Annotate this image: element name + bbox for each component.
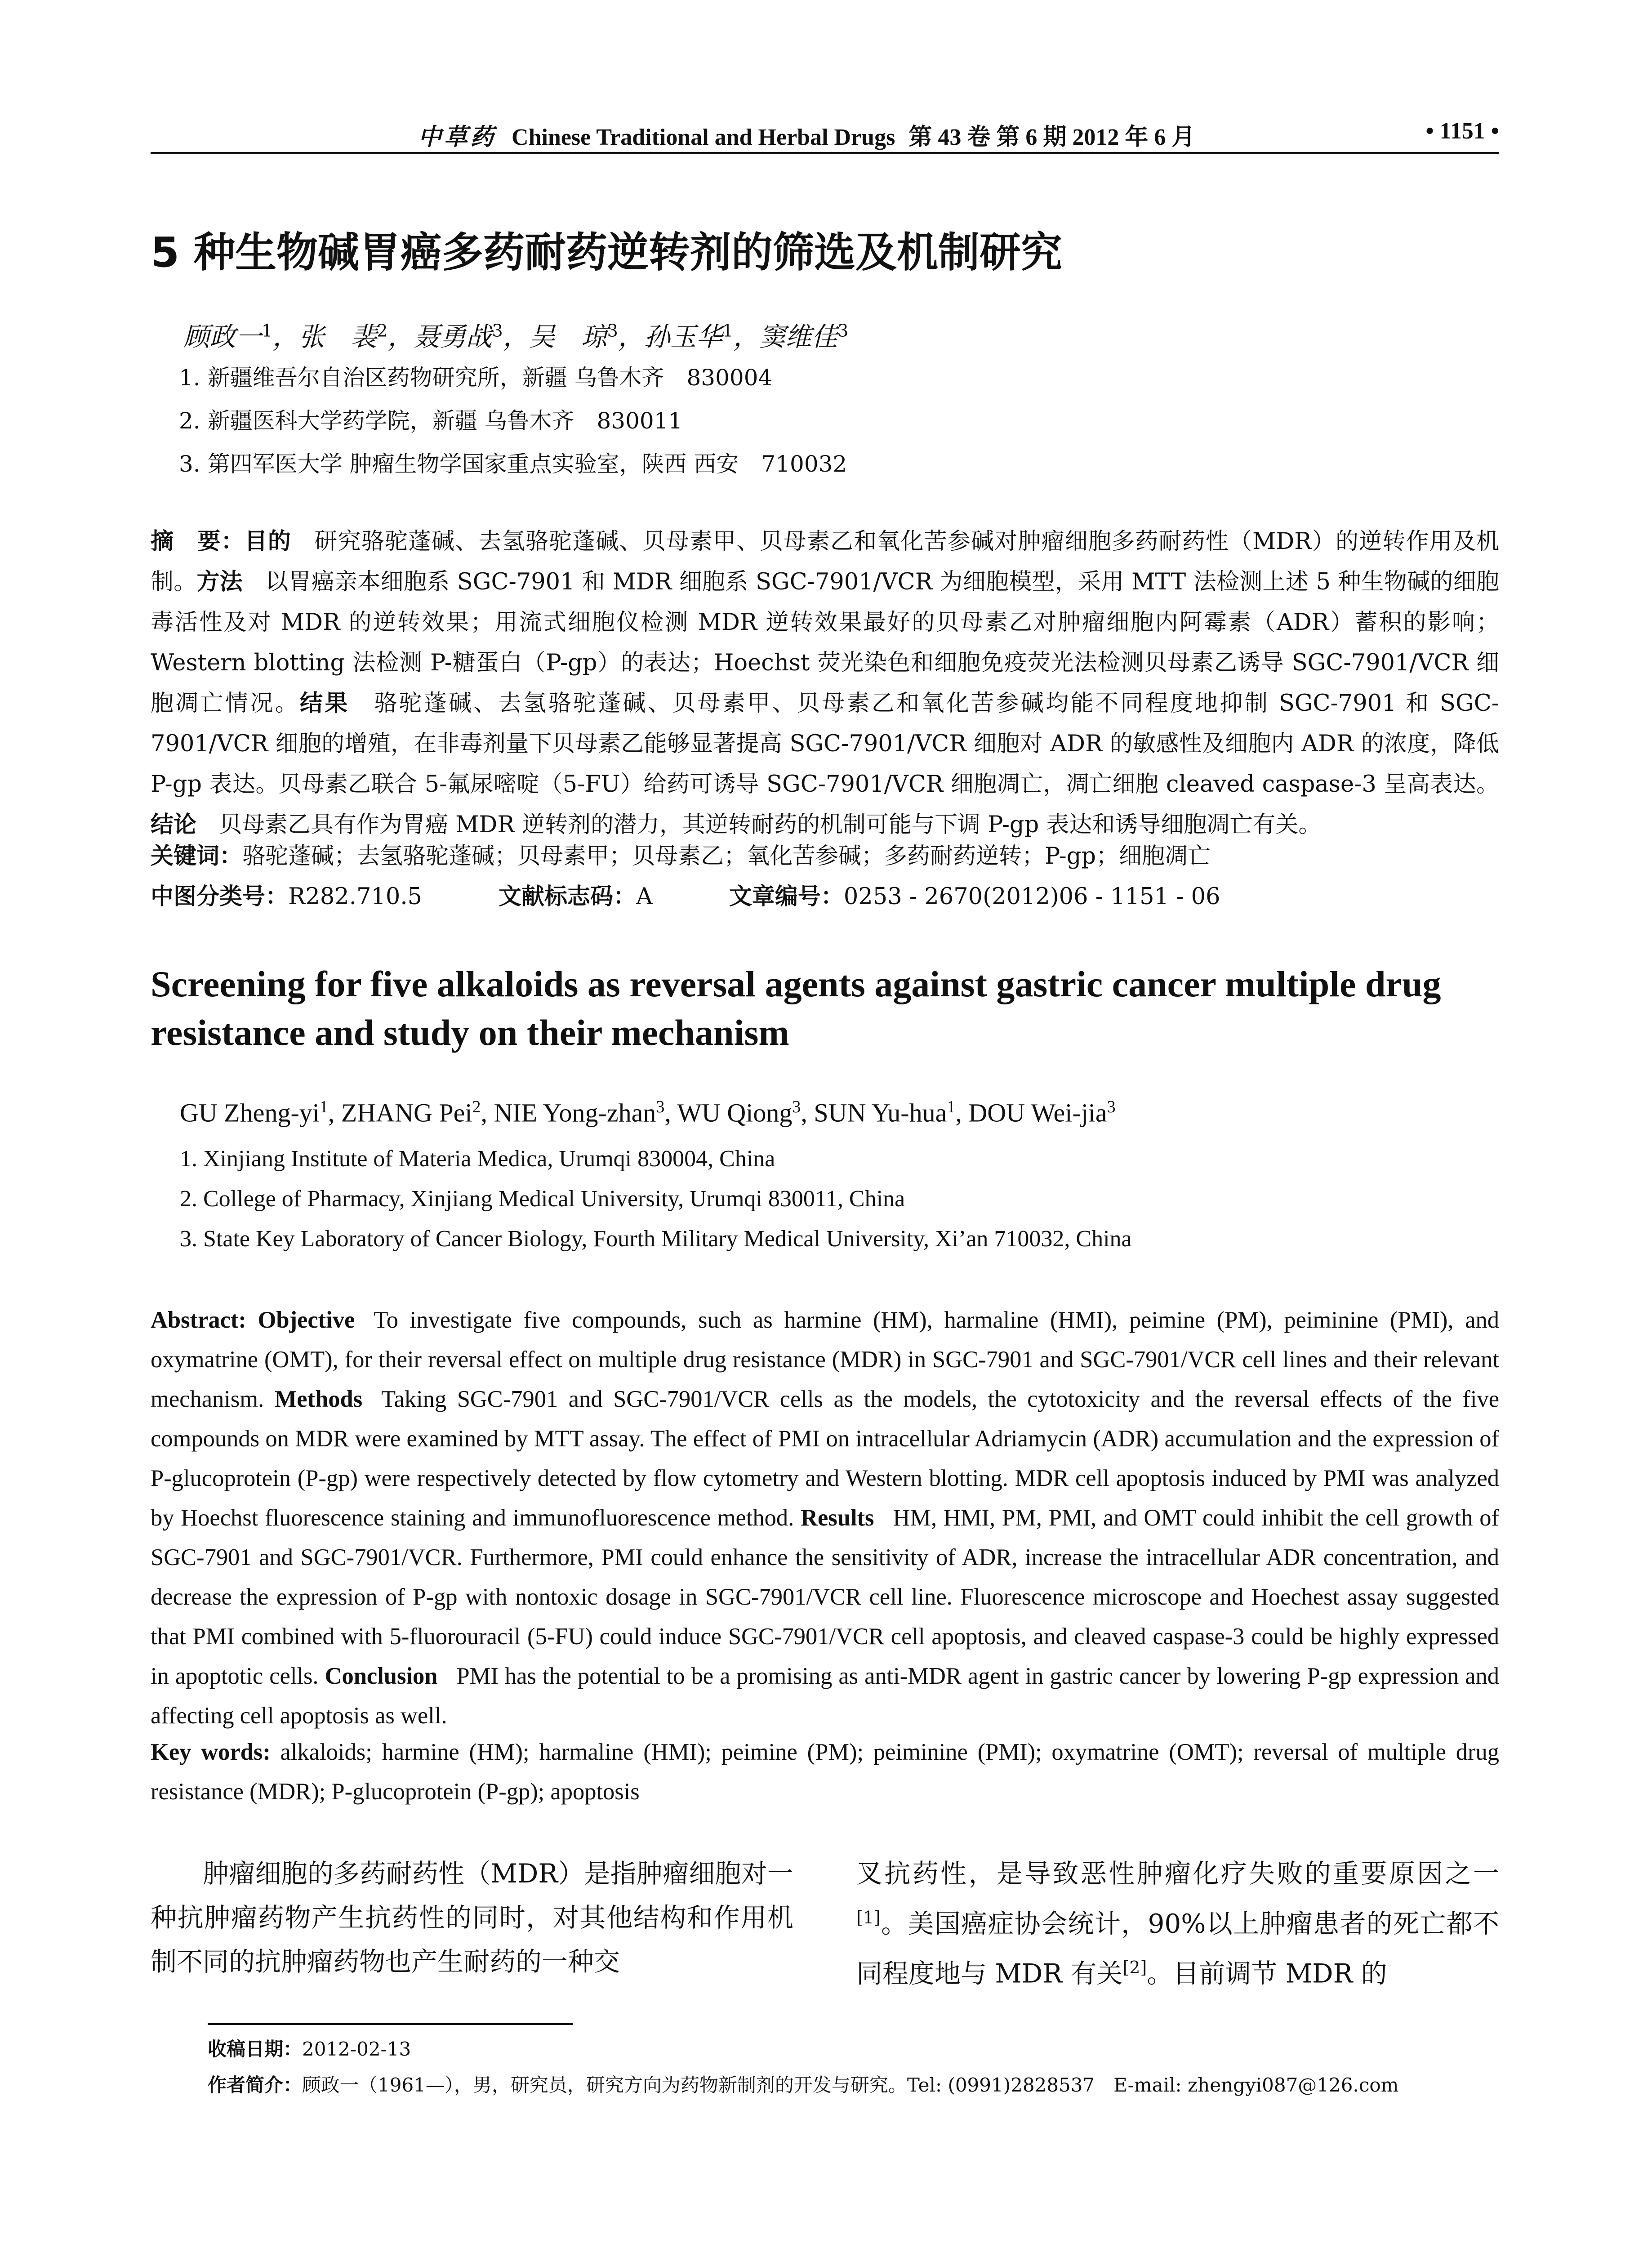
- author-affiliation-mark: 3: [492, 321, 503, 341]
- running-header: [418, 118, 1317, 152]
- abstract-label-en: Abstract:: [151, 1307, 246, 1333]
- objective-label-cn: 目的: [244, 528, 292, 555]
- author-affiliation-mark: 1: [319, 1097, 328, 1116]
- doc-code-value: A: [636, 883, 653, 910]
- received-label: 收稿日期：: [208, 2038, 303, 2060]
- author-list-en: [180, 1097, 1116, 1128]
- author-name: ZHANG Pei: [341, 1098, 472, 1128]
- abstract-label-cn: 摘 要：: [151, 528, 245, 555]
- header-rule: [151, 152, 1499, 154]
- author-separator: ，: [618, 321, 644, 352]
- clc-label: 中图分类号：: [151, 883, 289, 910]
- author-name: WU Qiong: [677, 1098, 793, 1128]
- author-separator: ,: [328, 1098, 341, 1128]
- affiliation-en: 2. College of Pharmacy, Xinjiang Medical University, Urumqi 830011, China: [180, 1186, 905, 1212]
- methods-label-cn: 方法: [196, 569, 243, 595]
- author-affiliation-mark: 3: [607, 321, 618, 341]
- keywords-en: [151, 1732, 1499, 1811]
- affiliation-en: 3. State Key Laboratory of Cancer Biology, Fourth Military Medical University, Xi’an 710032, China: [180, 1226, 1132, 1252]
- journal-issue: 第 43 卷 第 6 期 2012 年 6 月: [908, 125, 1195, 150]
- author-bio-label: 作者简介：: [208, 2074, 303, 2096]
- affiliation-en: 1. Xinjiang Institute of Materia Medica, Urumqi 830004, China: [180, 1146, 775, 1172]
- author-separator: ,: [955, 1098, 969, 1128]
- clc-value: R282.710.5: [288, 883, 422, 910]
- author-name: DOU Wei-jia: [968, 1098, 1107, 1128]
- author-affiliation-mark: 2: [377, 321, 388, 341]
- keywords-text-cn: 骆驼蓬碱；去氢骆驼蓬碱；贝母素甲；贝母素乙；氧化苦参碱；多药耐药逆转；P-gp；细胞凋亡: [242, 843, 1211, 870]
- abstract-cn: [151, 522, 1499, 845]
- affiliation-cn: 3. 第四军医大学 肿瘤生物学国家重点实验室，陕西 西安 710032: [179, 451, 847, 477]
- article-title-en: Screening for five alkaloids as reversal agents against gastric cancer multiple drug resistance and study on their mechanism: [151, 963, 1441, 1053]
- author-affiliation-mark: 3: [1107, 1097, 1116, 1116]
- author-name: SUN Yu-hua: [814, 1098, 947, 1128]
- body-text: 。目前调节 MDR 的: [1147, 1958, 1387, 1989]
- results-text-cn: 骆驼蓬碱、去氢骆驼蓬碱、贝母素甲、贝母素乙和氧化苦参碱均能不同程度地抑制 SGC-7901 和 SGC-7901/VCR 细胞的增殖，在非毒剂量下贝母素乙能够显著提高 SGC-7901/VCR 细胞对 ADR 的敏感性及细胞内 ADR 的浓度，降低 P-gp 表达。贝母素乙联合 5-氟尿嘧啶（5-FU）给药可诱导 SGC-7901/VCR 细胞凋亡，凋亡细胞 cleaved caspase-3 呈高表达。: [151, 690, 1499, 798]
- footnote-rule: [208, 2023, 573, 2025]
- doc-code-label: 文献标志码：: [498, 883, 636, 910]
- author-name: 孙玉华: [644, 321, 722, 352]
- classification-line: [151, 877, 1499, 917]
- citation-ref[interactable]: [1]: [856, 1908, 881, 1927]
- conclusion-text-en: PMI has the potential to be a promising as anti-MDR agent in gastric cancer by lowering P-gp expression and affecting cell apoptosis as well.: [151, 1663, 1499, 1729]
- body-column-right: [856, 1851, 1499, 1996]
- journal-name-en: Chinese Traditional and Herbal Drugs: [512, 125, 895, 150]
- citation-ref[interactable]: [2]: [1122, 1958, 1147, 1978]
- body-column-left: 肿瘤细胞的多药耐药性（MDR）是指肿瘤细胞对一种抗肿瘤药物产生抗药性的同时，对其他结构和作用机制不同的抗肿瘤药物也产生耐药的一种交: [151, 1858, 793, 1977]
- keywords-label-en: Key words:: [151, 1739, 271, 1765]
- author-affiliation-mark: 1: [262, 321, 273, 341]
- author-affiliation-mark: 2: [472, 1097, 481, 1116]
- author-affiliation-mark: 3: [837, 321, 849, 341]
- author-separator: ，: [503, 321, 529, 352]
- conclusion-label-cn: 结论: [151, 812, 197, 838]
- methods-label-en: Methods: [274, 1386, 363, 1412]
- objective-text-cn: 研究骆驼蓬碱、去氢骆驼蓬碱、贝母素甲、贝母素乙和氧化苦参碱对肿瘤细胞多药耐药性（MDR）的逆转作用及机制。: [151, 528, 1499, 595]
- conclusion-label-en: Conclusion: [325, 1663, 438, 1689]
- author-separator: ,: [481, 1098, 494, 1128]
- author-affiliation-mark: 1: [947, 1097, 956, 1116]
- results-label-cn: 结果: [300, 690, 350, 717]
- author-separator: ,: [801, 1098, 814, 1128]
- author-name: GU Zheng-yi: [180, 1098, 320, 1128]
- body-text: 。美国癌症协会统计，90%以上肿瘤患者的死亡都不同程度地与 MDR 有关: [856, 1908, 1499, 1989]
- keywords-text-en: alkaloids; harmine (HM); harmaline (HMI); peimine (PM); peiminine (PMI); oxymatrine (OMT); reversal of multiple drug resistance (MDR); P-glucoprotein (P-gp); apoptosis: [151, 1739, 1500, 1805]
- author-separator: ，: [387, 321, 414, 352]
- conclusion-text-cn: 贝母素乙具有作为胃癌 MDR 逆转剂的潜力，其逆转耐药的机制可能与下调 P-gp 表达和诱导细胞凋亡有关。: [219, 812, 1322, 838]
- results-label-en: Results: [801, 1505, 874, 1531]
- footnote-author: [208, 2070, 1398, 2097]
- objective-label-en: Objective: [258, 1307, 355, 1333]
- received-date: 2012-02-13: [302, 2038, 411, 2060]
- objective-text-en: To investigate five compounds, such as harmine (HM), harmaline (HMI), peimine (PM), peiminine (PMI), and oxymatrine (OMT), for their reversal effect on multiple drug resistance (MDR) in SGC-7901 and SGC-7901/VCR cell lines and their relevant mechanism.: [151, 1307, 1499, 1412]
- keywords-label-cn: 关键词：: [151, 843, 243, 870]
- body-text: 叉抗药性，是导致恶性肿瘤化疗失败的重要原因之一: [856, 1858, 1499, 1889]
- author-name: 聂勇战: [414, 321, 492, 352]
- keywords-cn: [151, 836, 1499, 877]
- methods-text-cn: 以胃癌亲本细胞系 SGC-7901 和 MDR 细胞系 SGC-7901/VCR 为细胞模型，采用 MTT 法检测上述 5 种生物碱的细胞毒活性及对 MDR 的逆转效果；用流式细胞仪检测 MDR 逆转效果最好的贝母素乙对肿瘤细胞内阿霉素（ADR）蓄积的影响；Western blotting 法检测 P-糖蛋白（P-gp）的表达；Hoechst 荧光染色和细胞免疫荧光法检测贝母素乙诱导 SGC-7901/VCR 细胞凋亡情况。: [151, 569, 1499, 717]
- article-number-value: 0253 - 2670(2012)06 - 1151 - 06: [843, 883, 1220, 910]
- page-number: • 1151 •: [1425, 118, 1499, 144]
- author-affiliation-mark: 3: [792, 1097, 801, 1116]
- footnote-received: [208, 2034, 411, 2061]
- affiliation-cn: 2. 新疆医科大学药学院，新疆 乌鲁木齐 830011: [179, 408, 683, 434]
- author-separator: ,: [664, 1098, 677, 1128]
- abstract-en: [151, 1300, 1499, 1735]
- article-title-cn: 5 种生物碱胃癌多药耐药逆转剂的筛选及机制研究: [151, 228, 1063, 277]
- author-name: 吴 琼: [529, 321, 607, 352]
- author-name: 顾政一: [183, 321, 262, 352]
- journal-name-cn: 中草药: [418, 123, 497, 151]
- author-affiliation-mark: 3: [656, 1097, 665, 1116]
- author-list-cn: [183, 316, 848, 353]
- author-bio-text: 顾政一（1961—），男，研究员，研究方向为药物新制剂的开发与研究。Tel: (0991)2828537 E-mail: zhengyi087@126.com: [302, 2074, 1399, 2096]
- author-separator: ，: [733, 321, 760, 352]
- article-number-label: 文章编号：: [729, 883, 844, 910]
- methods-text-en: Taking SGC-7901 and SGC-7901/VCR cells as the models, the cytotoxicity and the reversal effects of the five compounds on MDR were examined by MTT assay. The effect of PMI on intracellular Adriamycin (ADR) accumulation and the expression of P-glucoprotein (P-gp) were respectively detected by flow cytometry and Western blotting. MDR cell apoptosis induced by PMI was analyzed by Hoechst fluorescence staining and immunofluorescence method.: [151, 1386, 1499, 1531]
- author-name: 张 裴: [298, 321, 377, 352]
- author-name: NIE Yong-zhan: [494, 1098, 656, 1128]
- author-name: 窦维佳: [759, 321, 838, 352]
- affiliation-cn: 1. 新疆维吾尔自治区药物研究所，新疆 乌鲁木齐 830004: [179, 365, 773, 391]
- results-text-en: HM, HMI, PM, PMI, and OMT could inhibit the cell growth of SGC-7901 and SGC-7901/VCR. Furthermore, PMI could enhance the sensitivity of ADR, increase the intracellular ADR concentration, and decrease the expression of P-gp with nontoxic dosage in SGC-7901/VCR cell line. Fluorescence microscope and Hoechest assay suggested that PMI combined with 5-fluorouracil (5-FU) could induce SGC-7901/VCR cell apoptosis, and cleaved caspase-3 could be highly expressed in apoptotic cells.: [151, 1505, 1499, 1689]
- author-separator: ，: [272, 321, 299, 352]
- author-affiliation-mark: 1: [722, 321, 734, 341]
